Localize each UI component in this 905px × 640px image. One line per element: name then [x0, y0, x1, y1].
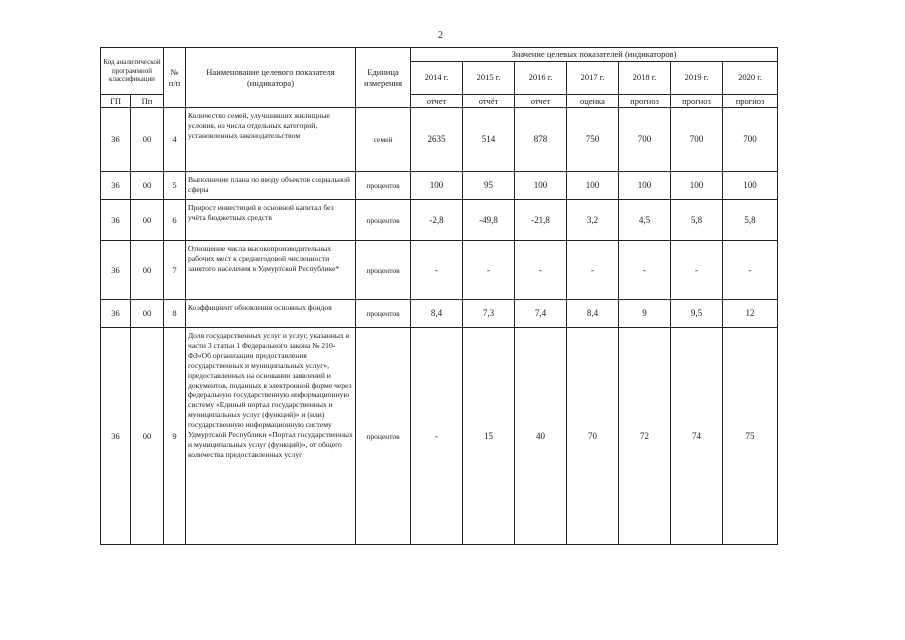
cell-value: 9,5: [671, 300, 723, 328]
header-type: прогноз: [619, 94, 671, 108]
cell-gp: 36: [101, 200, 131, 241]
cell-pp: 00: [131, 108, 164, 172]
cell-name: Выполнение плана по вводу объектов социальной сферы: [186, 172, 356, 200]
header-year: 2016 г.: [515, 61, 567, 94]
header-year: 2015 г.: [463, 61, 515, 94]
cell-value: 100: [515, 172, 567, 200]
cell-name: Коэффициент обновления основных фондов: [186, 300, 356, 328]
cell-pp: 00: [131, 328, 164, 545]
cell-value: 700: [619, 108, 671, 172]
cell-value: 100: [567, 172, 619, 200]
cell-value: -: [463, 241, 515, 300]
cell-pp: 00: [131, 300, 164, 328]
cell-gp: 36: [101, 328, 131, 545]
cell-value: 514: [463, 108, 515, 172]
cell-value: -: [411, 328, 463, 545]
cell-unit: процентов: [356, 241, 411, 300]
table-row: [101, 328, 778, 545]
cell-gp: 36: [101, 108, 131, 172]
header-num: № п/п: [164, 48, 186, 108]
header-code: Код аналитической программной классификации: [101, 48, 164, 95]
cell-value: 8,4: [567, 300, 619, 328]
cell-num: 9: [164, 328, 186, 545]
cell-value: 700: [671, 108, 723, 172]
header-year: 2019 г.: [671, 61, 723, 94]
page-number: 2: [438, 30, 443, 41]
cell-name: Отношение числа высокопроизводительных рабочих мест к среднегодовой численности занятого населения в Удмуртской Республике*: [186, 241, 356, 300]
cell-num: 7: [164, 241, 186, 300]
cell-value: 4,5: [619, 200, 671, 241]
cell-value: 750: [567, 108, 619, 172]
header-pp: Пп: [131, 94, 164, 108]
cell-value: -21,8: [515, 200, 567, 241]
cell-gp: 36: [101, 300, 131, 328]
header-year: 2017 г.: [567, 61, 619, 94]
cell-pp: 00: [131, 172, 164, 200]
cell-value: -: [723, 241, 778, 300]
header-type: отчет: [411, 94, 463, 108]
cell-unit: семей: [356, 108, 411, 172]
header-values-title: Значение целевых показателей (индикаторов): [411, 48, 778, 62]
cell-gp: 36: [101, 241, 131, 300]
cell-value: 7,4: [515, 300, 567, 328]
header-type: прогноз: [671, 94, 723, 108]
cell-value: 5,8: [723, 200, 778, 241]
table-row: [101, 172, 778, 200]
cell-value: 15: [463, 328, 515, 545]
cell-value: 75: [723, 328, 778, 545]
cell-value: 700: [723, 108, 778, 172]
table-row: [101, 300, 778, 328]
table-row: [101, 108, 778, 172]
cell-value: 878: [515, 108, 567, 172]
header-type: прогноз: [723, 94, 778, 108]
table-row: [101, 200, 778, 241]
header-gp: ГП: [101, 94, 131, 108]
cell-value: 40: [515, 328, 567, 545]
cell-value: -2,8: [411, 200, 463, 241]
cell-value: 100: [723, 172, 778, 200]
cell-gp: 36: [101, 172, 131, 200]
cell-value: 70: [567, 328, 619, 545]
cell-value: 72: [619, 328, 671, 545]
indicators-table: [100, 47, 778, 545]
cell-num: 5: [164, 172, 186, 200]
header-type: отчёт: [463, 94, 515, 108]
cell-value: 12: [723, 300, 778, 328]
header-name: Наименование целевого показателя (индикатора): [186, 48, 356, 108]
cell-value: 8,4: [411, 300, 463, 328]
header-type: оценка: [567, 94, 619, 108]
cell-unit: процентов: [356, 300, 411, 328]
cell-value: 100: [411, 172, 463, 200]
cell-pp: 00: [131, 200, 164, 241]
header-year: 2018 г.: [619, 61, 671, 94]
cell-value: -: [411, 241, 463, 300]
cell-value: 3,2: [567, 200, 619, 241]
cell-num: 8: [164, 300, 186, 328]
cell-num: 6: [164, 200, 186, 241]
cell-unit: процентов: [356, 328, 411, 545]
cell-value: 95: [463, 172, 515, 200]
cell-value: 5,8: [671, 200, 723, 241]
table-row: [101, 241, 778, 300]
header-year: 2020 г.: [723, 61, 778, 94]
cell-name: Прирост инвестиций в основной капитал без учёта бюджетных средств: [186, 200, 356, 241]
cell-num: 4: [164, 108, 186, 172]
cell-value: 9: [619, 300, 671, 328]
cell-unit: процентов: [356, 200, 411, 241]
cell-value: -49,8: [463, 200, 515, 241]
cell-value: 74: [671, 328, 723, 545]
cell-value: 100: [671, 172, 723, 200]
cell-value: 2635: [411, 108, 463, 172]
header-unit: Единица измерения: [356, 48, 411, 108]
cell-pp: 00: [131, 241, 164, 300]
cell-value: 100: [619, 172, 671, 200]
cell-value: -: [515, 241, 567, 300]
cell-value: 7,3: [463, 300, 515, 328]
cell-value: -: [567, 241, 619, 300]
header-year: 2014 г.: [411, 61, 463, 94]
cell-name: Количество семей, улучшивших жилищные условия, из числа отдельных категорий, установленных законодательством: [186, 108, 356, 172]
cell-unit: процентов: [356, 172, 411, 200]
cell-value: -: [619, 241, 671, 300]
cell-value: -: [671, 241, 723, 300]
cell-name: Доля государственных услуг и услуг, указанных в части 3 статьи 1 Федерального закона № 210-ФЗ«Об организации предоставления государственных и муниципальных услуг», предоставленных на основании заявлений и документов, поданных в электронной форме через федеральную государственную информационную систему «Единый портал государственных и муниципальных услуг (функций)» и (или) государственную информационную систему Удмуртской Республики «Портал государственных и муниципальных услуг (функций)», от общего количества предоставленных услуг: [186, 328, 356, 545]
header-type: отчет: [515, 94, 567, 108]
